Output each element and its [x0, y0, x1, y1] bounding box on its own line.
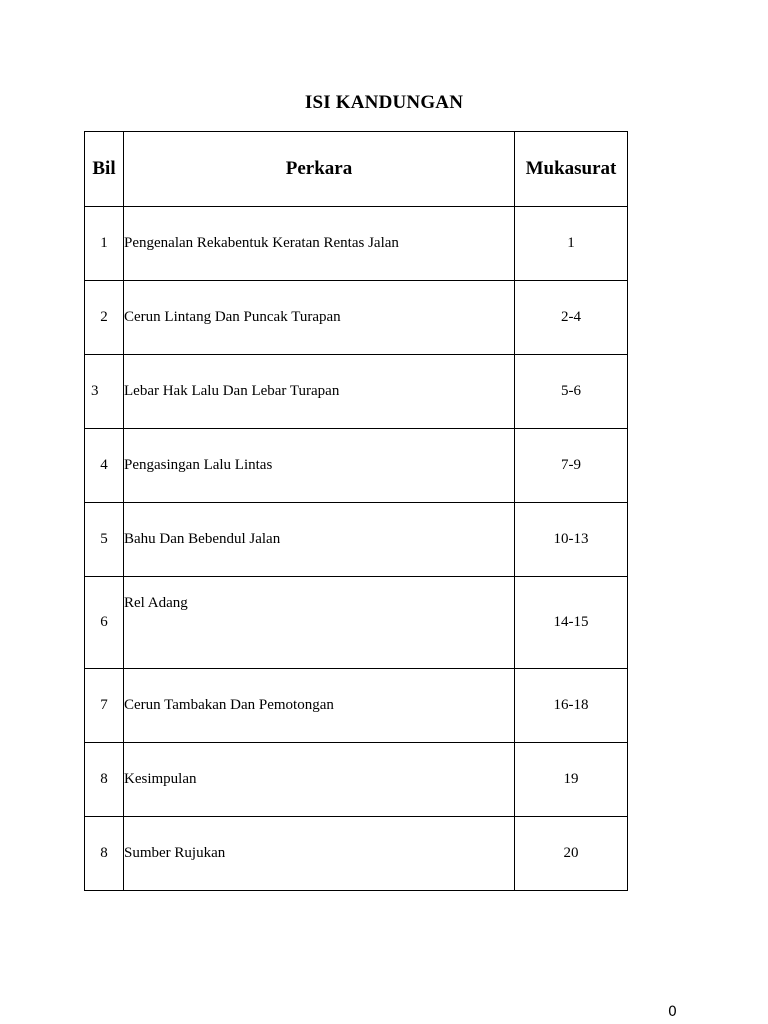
- table-row: [85, 281, 628, 355]
- row-bil: 3: [85, 355, 124, 429]
- row-bil: 1: [85, 207, 124, 281]
- page-title: ISI KANDUNGAN: [304, 92, 464, 113]
- header-bil: Bil: [85, 132, 124, 207]
- row-bil: 4: [85, 429, 124, 503]
- row-mukasurat: 19: [515, 743, 628, 817]
- row-mukasurat: 16-18: [515, 669, 628, 743]
- table-row: [85, 817, 628, 891]
- table-row: [85, 355, 628, 429]
- header-mukasurat: Mukasurat: [515, 132, 628, 207]
- table-row: [85, 669, 628, 743]
- row-mukasurat: 2-4: [515, 281, 628, 355]
- contents-table: [84, 131, 628, 891]
- row-bil: 5: [85, 503, 124, 577]
- row-mukasurat: 7-9: [515, 429, 628, 503]
- row-perkara: Rel Adang: [124, 577, 515, 669]
- row-perkara: Pengasingan Lalu Lintas: [124, 429, 515, 503]
- row-perkara: Sumber Rujukan: [124, 817, 515, 891]
- table-row: [85, 429, 628, 503]
- row-bil: 7: [85, 669, 124, 743]
- row-bil: 6: [85, 577, 124, 669]
- row-mukasurat: 10-13: [515, 503, 628, 577]
- row-mukasurat: 5-6: [515, 355, 628, 429]
- row-perkara: Lebar Hak Lalu Dan Lebar Turapan: [124, 355, 515, 429]
- table-row: [85, 743, 628, 817]
- table-row: [85, 577, 628, 669]
- row-perkara: Cerun Lintang Dan Puncak Turapan: [124, 281, 515, 355]
- table-row: [85, 503, 628, 577]
- row-perkara: Kesimpulan: [124, 743, 515, 817]
- row-perkara: Cerun Tambakan Dan Pemotongan: [124, 669, 515, 743]
- row-perkara: Bahu Dan Bebendul Jalan: [124, 503, 515, 577]
- row-mukasurat: 14-15: [515, 577, 628, 669]
- page-number: 0: [668, 1004, 677, 1020]
- header-perkara: Perkara: [124, 132, 515, 207]
- table-header-row: [85, 132, 628, 207]
- row-mukasurat: 1: [515, 207, 628, 281]
- row-mukasurat: 20: [515, 817, 628, 891]
- row-perkara: Pengenalan Rekabentuk Keratan Rentas Jalan: [124, 207, 515, 281]
- row-bil: 8: [85, 743, 124, 817]
- row-bil: 2: [85, 281, 124, 355]
- row-bil: 8: [85, 817, 124, 891]
- table-row: [85, 207, 628, 281]
